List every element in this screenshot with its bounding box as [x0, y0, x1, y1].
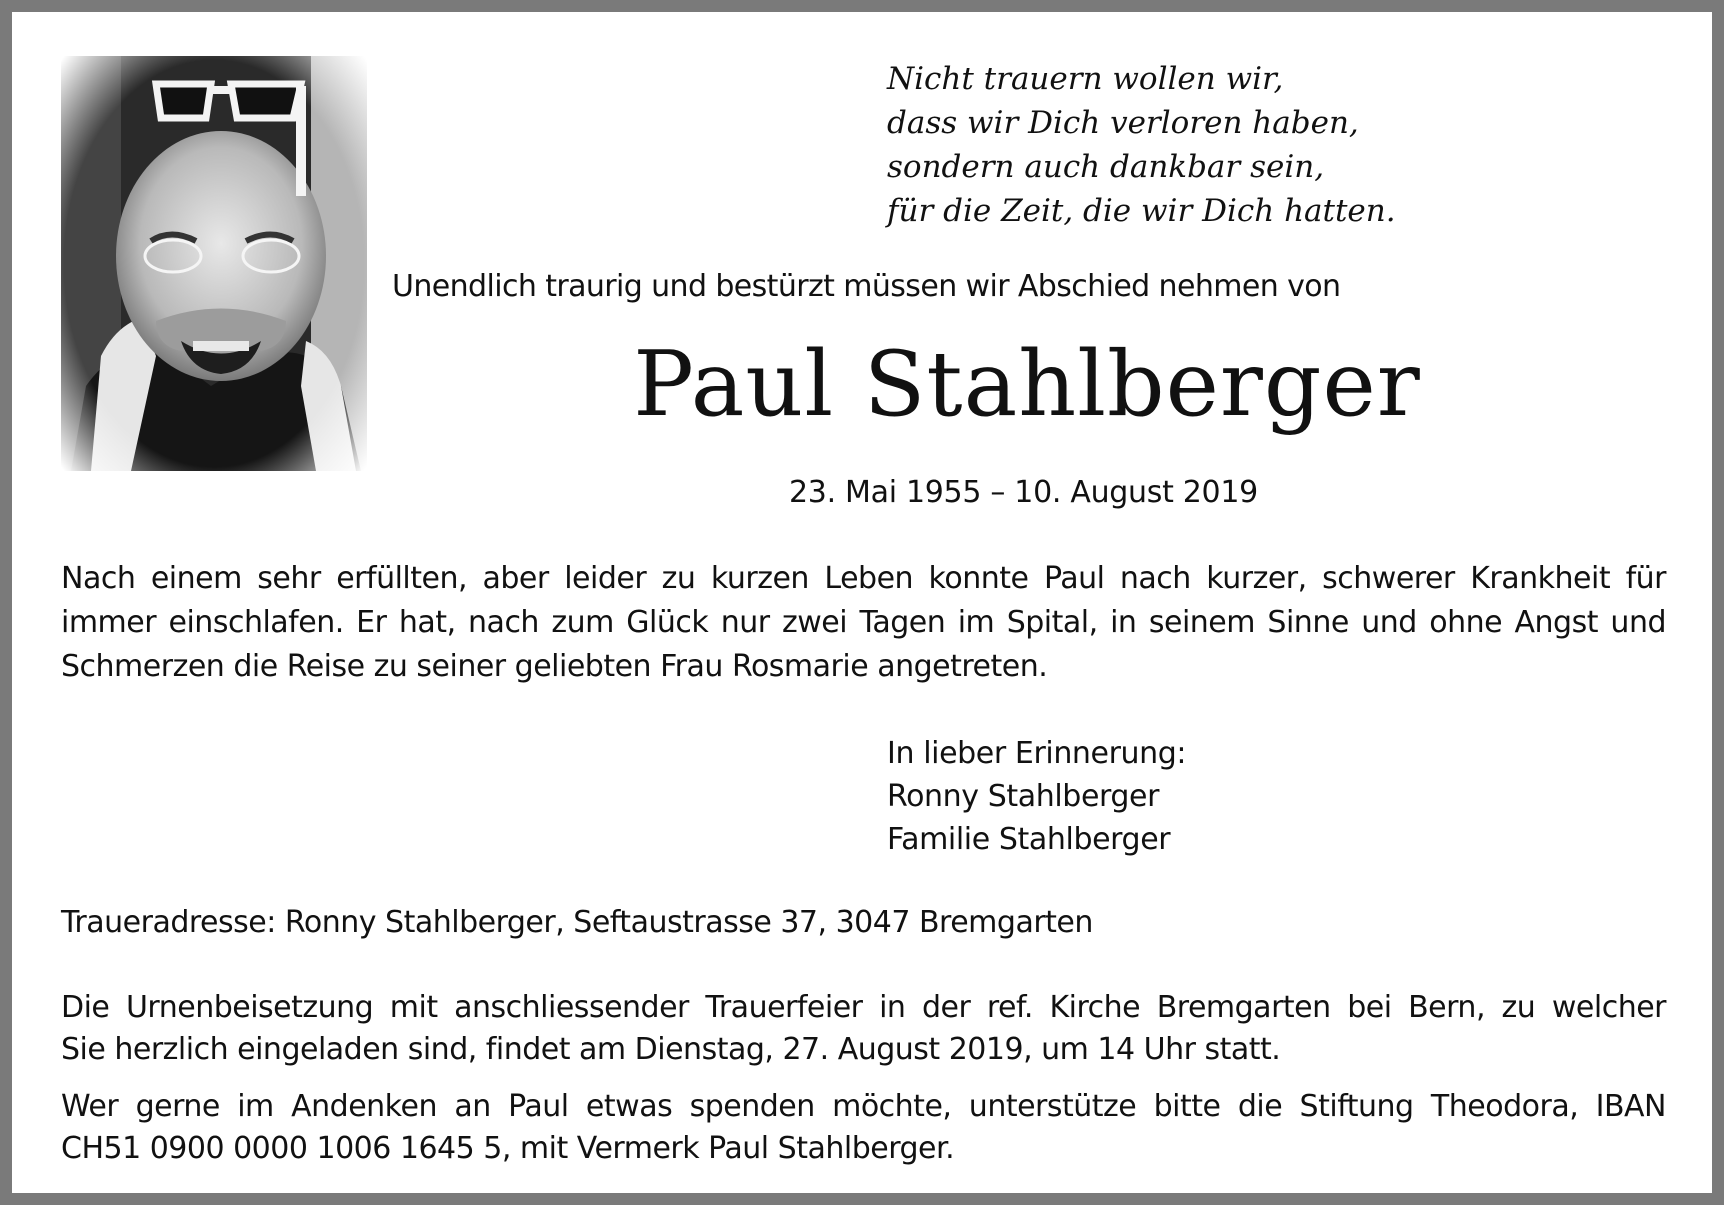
remembrance-heading: In lieber Erinnerung: [887, 736, 1187, 771]
poem-line: für die Zeit, die wir Dich hatten. [887, 193, 1396, 229]
obituary-card [12, 12, 1712, 1193]
poem-line: dass wir Dich verloren haben, [887, 105, 1359, 141]
mourning-address: Traueradresse: Ronny Stahlberger, Seftaustrasse 37, 3047 Bremgarten [61, 905, 1093, 940]
intro-text: Unendlich traurig und bestürzt müssen wir Abschied nehmen von [392, 269, 1341, 304]
donation-notice [61, 1086, 1666, 1170]
signatory: Familie Stahlberger [887, 822, 1171, 857]
poem [887, 57, 1396, 233]
poem-line: Nicht trauern wollen wir, [887, 61, 1284, 97]
remembrance-block [887, 732, 1186, 861]
donation-line: CH51 0900 0000 1006 1645 5, mit Vermerk Paul Stahlberger. [61, 1131, 955, 1166]
signatory: Ronny Stahlberger [887, 779, 1160, 814]
ceremony-notice [61, 987, 1666, 1071]
poem-line: sondern auch dankbar sein, [887, 149, 1325, 185]
obituary-body: Nach einem sehr erfüllten, aber leider zu kurzen Leben konnte Paul nach kurzer, schwerer Krankheit für immer einschlafen. Er hat, nach zum Glück nur zwei Tagen im Spital, in seinem Sinne und ohne Angst und Schmerzen die Reise zu seiner geliebten Frau Rosmarie angetreten. [61, 561, 1666, 684]
deceased-name: Paul Stahlberger [633, 332, 1421, 437]
ceremony-line: Sie herzlich eingeladen sind, findet am Dienstag, 27. August 2019, um 14 Uhr statt. [61, 1032, 1281, 1067]
life-dates: 23. Mai 1955 – 10. August 2019 [789, 475, 1258, 510]
ceremony-line: Die Urnenbeisetzung mit anschliessender Trauerfeier in der ref. Kirche Bremgarten bei Bern, zu welcher [61, 990, 1666, 1025]
donation-line: Wer gerne im Andenken an Paul etwas spenden möchte, unterstütze bitte die Stiftung Theodora, IBAN [61, 1089, 1666, 1124]
